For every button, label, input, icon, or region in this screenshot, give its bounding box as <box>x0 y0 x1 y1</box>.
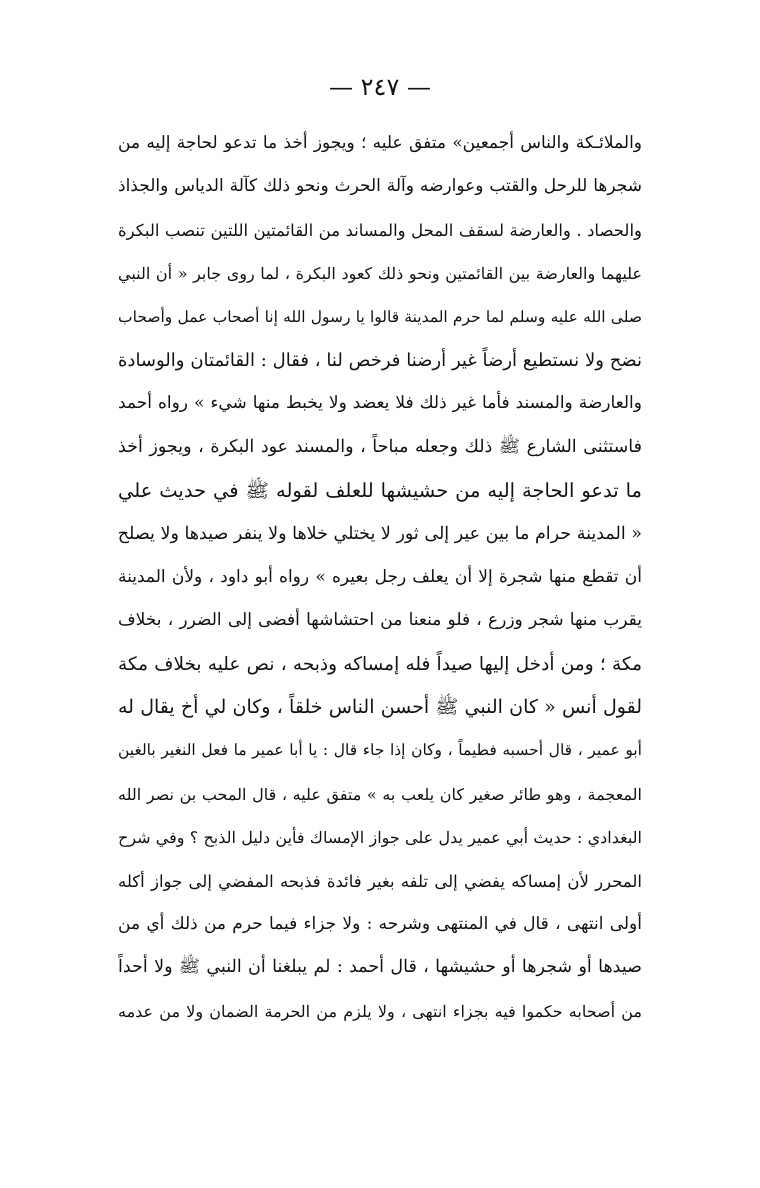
text-line: فاستثنى الشارع ﷺ ذلك وجعله مباحاً ، والمسند عود البكرة ، ويجوز أخذ <box>118 436 642 457</box>
text-line: صلى الله عليه وسلم لما حرم المدينة قالوا يا رسول الله إنا أصحاب عمل وأصحاب <box>118 307 642 326</box>
text-line: أن تقطع منها شجرة إلا أن يعلف رجل بعيره » رواه أبو داود ، ولأن المدينة <box>118 566 642 587</box>
page-number: — ٢٤٧ — <box>329 73 431 101</box>
text-line: لقول أنس « كان النبي ﷺ أحسن الناس خلقاً ، وكان لي أخ يقال له <box>118 696 642 719</box>
text-line: البغدادي : حديث أبي عمير يدل على جواز الإمساك فأين دليل الذبح ؟ وفي شرح <box>118 828 642 848</box>
text-line: نضح ولا نستطيع أرضاً غير أرضنا فرخص لنا ، فقال : القائمتان والوسادة <box>118 349 642 371</box>
text-line: ما تدعو الحاجة إليه من حشيشها للعلف لقوله ﷺ في حديث علي <box>118 479 642 503</box>
text-line: المعجمة ، وهو طائر صغير كان يلعب به » متفق عليه ، قال المحب بن نصر الله <box>118 784 642 804</box>
text-line: « المدينة حرام ما بين عير إلى ثور لا يختلي خلاها ولا ينفر صيدها ولا يصلح <box>118 523 642 544</box>
text-line: عليهما والعارضة بين القائمتين ونحو ذلك كعود البكرة ، لما روى جابر « أن النبي <box>118 264 642 284</box>
text-line: مكة ؛ ومن أدخل إليها صيداً فله إمساكه وذبحه ، نص عليه بخلاف مكة <box>118 653 642 675</box>
text-line: من أصحابه حكموا فيه بجزاء انتهى ، ولا يلزم من الحرمة الضمان ولا من عدمه <box>118 1001 642 1021</box>
text-line: المحرر لأن إمساكه يفضي إلى تلفه بغير فائدة فذبحه المفضي إلى جواز أكله <box>118 871 642 891</box>
body-text <box>118 122 642 1033</box>
text-line: شجرها للرحل والقتب وعوارضه وآلة الحرث ونحو ذلك كآلة الدياس والجذاذ <box>118 176 642 197</box>
text-line: والحصاد . والعارضة لسقف المحل والمساند من القائمتين اللتين تنصب البكرة <box>118 220 642 240</box>
text-line: والعارضة والمسند فأما غير ذلك فلا يعضد ولا يخبط منها شيء » رواه أحمد <box>118 393 642 414</box>
text-line: صيدها أو شجرها أو حشيشها ، قال أحمد : لم يبلغنا أن النبي ﷺ ولا أحداً <box>118 957 642 978</box>
text-line: يقرب منها شجر وزرع ، فلو منعنا من احتشاشها أفضى إلى الضرر ، بخلاف <box>118 610 642 631</box>
text-line: أولى انتهى ، قال في المنتهى وشرحه : ولا جزاء فيما حرم من ذلك أي من <box>118 914 642 935</box>
text-line: أبو عمير ، قال أحسبه فطيماً ، وكان إذا جاء قال : يا أبا عمير ما فعل النغير بالغين <box>118 741 642 760</box>
text-line: والملائـكة والناس أجمعين» متفق عليه ؛ ويجوز أخذ ما تدعو لحاجة إليه من <box>118 133 642 153</box>
